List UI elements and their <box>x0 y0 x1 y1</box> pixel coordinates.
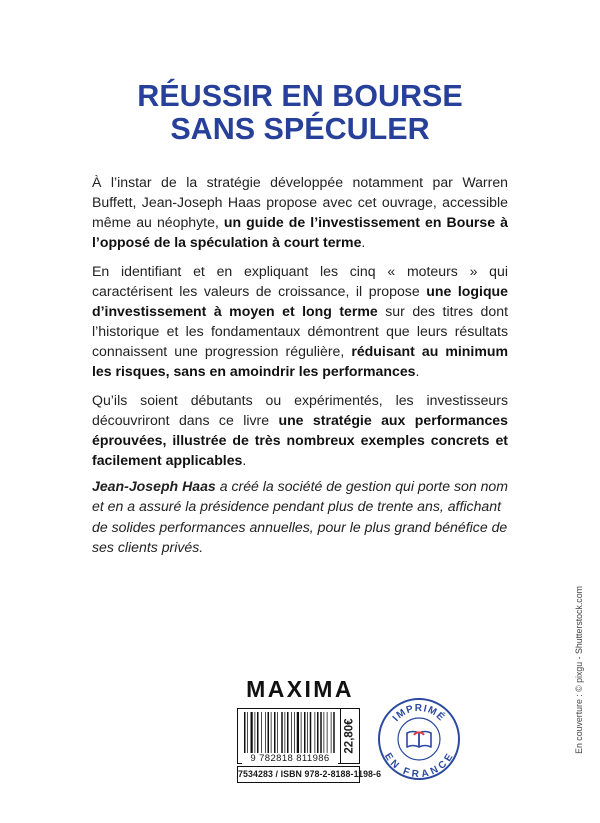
paragraph-1-highlight: un guide de l’investissement en Bourse à l’opposé de la spéculation à court terme <box>92 214 508 251</box>
author-name: Jean-Joseph Haas <box>92 478 216 494</box>
barcode-bar <box>247 712 248 754</box>
paragraph-1-text: À l’instar de la stratégie développée notamment par Warren Buffett, Jean-Joseph Haas propose avec cet ouvrage, accessible même au néophyte, <box>92 174 508 231</box>
barcode-bar <box>291 712 292 754</box>
author-bio-text: a créé la société de gestion qui porte son nom et en a assuré la présidence pendant plus de trente ans, affichant de solides performances annuelles, pour le plus grand bénéfice de ses clients privés. <box>92 478 509 555</box>
paragraph-2-text-2: sur des titres dont l’historique et les fondamentaux démontrent que leurs résultats connaissent une progression régulière, <box>92 302 508 360</box>
badge-top-text: IMPRIMÉ <box>390 703 448 724</box>
barcode-bar <box>287 712 289 754</box>
cover-credit <box>569 560 589 780</box>
barcode-bar <box>331 712 332 754</box>
barcode-bar <box>257 712 259 754</box>
paragraph-2-highlight-1: une logique d’investissement à moyen et long terme <box>92 282 508 319</box>
barcode-bar <box>333 712 335 754</box>
barcode-bar <box>261 712 262 754</box>
cover-credit-text: En couverture : © pixgu - Shutterstock.com <box>574 586 584 754</box>
paragraph-3-end: . <box>242 452 247 468</box>
barcode-bar <box>317 712 319 754</box>
page-title <box>0 80 600 146</box>
price: 22,80€ <box>343 718 356 754</box>
paragraph-2-highlight-2: réduisant au minimum les risques, sans en amoindrir les performances <box>92 343 508 380</box>
imprime-en-france-badge <box>377 697 461 781</box>
blurb <box>92 172 508 478</box>
barcode-digits: 9 782818 811986 <box>242 753 338 764</box>
paragraph-1-end: . <box>361 234 366 251</box>
title-line-2: SANS SPÉCULER <box>170 112 430 146</box>
barcode-frame <box>237 708 341 764</box>
barcode-bar <box>301 712 302 754</box>
barcode-bar <box>324 712 325 754</box>
barcode-bar <box>307 712 308 754</box>
barcode-bar <box>271 712 272 754</box>
barcode-bar <box>294 712 295 754</box>
barcode-bar <box>277 712 278 754</box>
barcode <box>242 712 338 754</box>
paragraph-2 <box>92 261 508 382</box>
paragraph-2-text: En identifiant et en expliquant les cinq « moteurs » qui caractérisent les valeurs de croissance, il propose <box>92 262 508 299</box>
barcode-bar <box>315 712 316 754</box>
barcode-bar <box>285 712 286 754</box>
publisher-logo: MAXIMA <box>246 676 354 702</box>
barcode-bar <box>320 712 322 754</box>
title-line-1: RÉUSSIR EN BOURSE <box>137 79 463 113</box>
barcode-bar <box>265 712 266 754</box>
paragraph-1 <box>92 172 508 252</box>
paragraph-2-end: . <box>415 363 420 380</box>
paragraph-3 <box>92 390 508 470</box>
barcode-bar <box>274 712 276 754</box>
isbn-line: 7534283 / ISBN 978-2-8188-1198-6 <box>237 766 360 783</box>
barcode-block <box>237 708 382 785</box>
barcode-bar <box>255 712 256 754</box>
barcode-bar <box>310 712 312 754</box>
barcode-bar <box>297 712 299 754</box>
barcode-bar <box>244 712 246 754</box>
price-box <box>340 708 360 764</box>
barcode-bar <box>268 712 270 754</box>
paragraph-3-highlight: une stratégie aux performances éprouvées, illustrée de très nombreux exemples concrets et facilement applicables <box>92 411 508 468</box>
barcode-bar <box>327 712 328 754</box>
author-bio <box>92 476 512 557</box>
barcode-bar <box>251 712 253 754</box>
barcode-bar <box>281 712 283 754</box>
badge-bottom-text: EN FRANCE <box>381 751 457 781</box>
barcode-bar <box>304 712 306 754</box>
paragraph-3-text: Qu’ils soient débutants ou expérimentés, les investisseurs découvriront dans ce livre <box>92 391 508 428</box>
